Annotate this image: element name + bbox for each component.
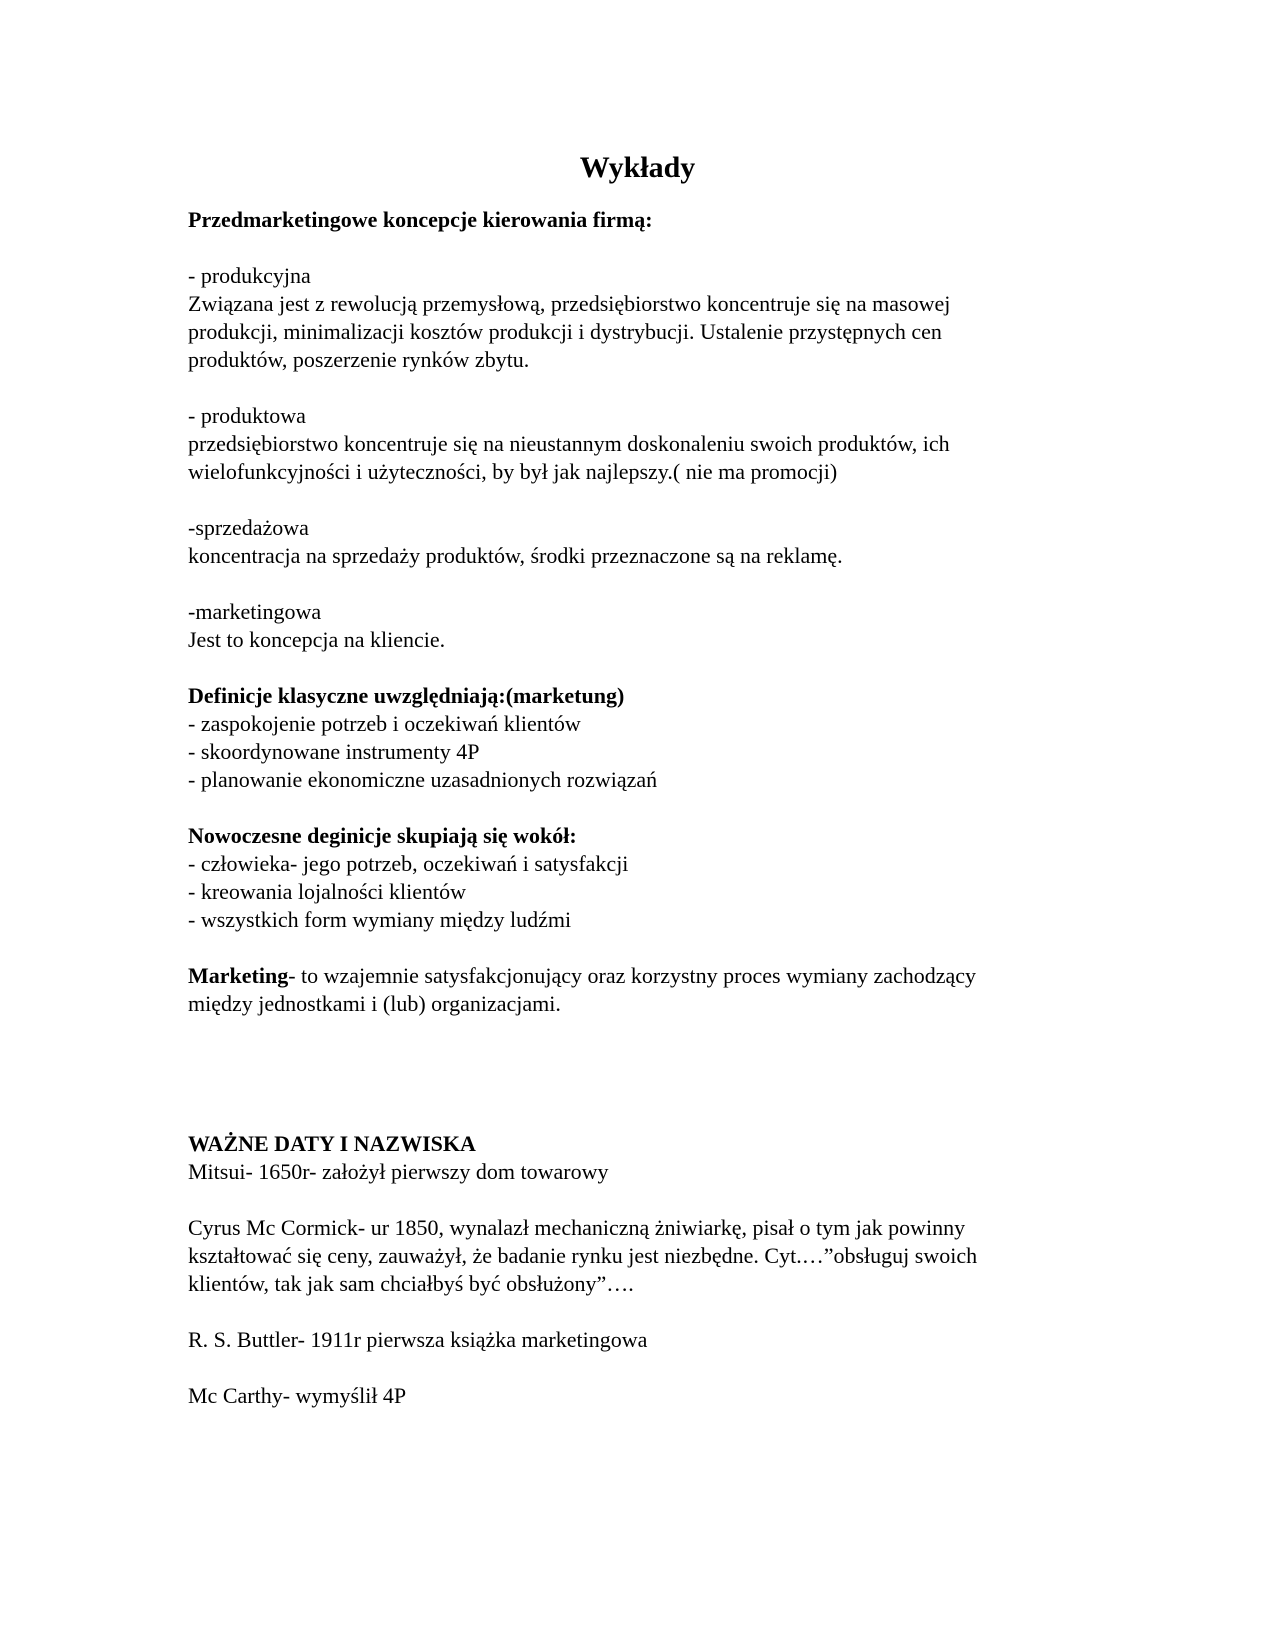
paragraph-line: produkcji, minimalizacji kosztów produkcji i dystrybucji. Ustalenie przystępnych cen — [188, 319, 942, 344]
marketing-definition-text: - to wzajemnie satysfakcjonujący oraz korzystny proces wymiany zachodzący — [288, 963, 977, 988]
entry-mitsui: Mitsui- 1650r- założył pierwszy dom towarowy — [188, 1159, 609, 1184]
list-item: - zaspokojenie potrzeb i oczekiwań klientów — [188, 711, 581, 736]
paragraph-line: koncentracja na sprzedaży produktów, środki przeznaczone są na reklamę. — [188, 543, 843, 568]
entry-carthy: Mc Carthy- wymyślił 4P — [188, 1383, 407, 1408]
list-item: - skoordynowane instrumenty 4P — [188, 739, 480, 764]
paragraph-line: produktów, poszerzenie rynków zbytu. — [188, 347, 530, 372]
concept-label-produktowa: - produktowa — [188, 403, 306, 428]
marketing-definition-line — [188, 962, 976, 990]
document-title: Wykłady — [579, 151, 696, 184]
concept-label-marketingowa: -marketingowa — [188, 599, 322, 624]
paragraph-line: Jest to koncepcja na kliencie. — [188, 627, 446, 652]
list-item: - planowanie ekonomiczne uzasadnionych rozwiązań — [188, 767, 658, 792]
section-heading-classic-definitions: Definicje klasyczne uwzględniają:(marketung) — [188, 683, 625, 708]
paragraph-line: wielofunkcyjności i użyteczności, by był jak najlepszy.( nie ma promocji) — [188, 459, 838, 484]
paragraph-line: przedsiębiorstwo koncentruje się na nieustannym doskonaleniu swoich produktów, ich — [188, 431, 950, 456]
concept-label-sprzedazowa: -sprzedażowa — [188, 515, 309, 540]
entry-cormick-line: klientów, tak jak sam chciałbyś być obsłużony”…. — [188, 1271, 634, 1296]
section-heading-modern-definitions: Nowoczesne deginicje skupiają się wokół: — [188, 823, 577, 848]
entry-cormick-line: kształtować się ceny, zauważył, że badanie rynku jest niezbędne. Cyt.…”obsługuj swoich — [188, 1243, 978, 1268]
paragraph-line: między jednostkami i (lub) organizacjami. — [188, 991, 561, 1016]
section-heading-dates-names: WAŻNE DATY I NAZWISKA — [188, 1131, 476, 1156]
list-item: - wszystkich form wymiany między ludźmi — [188, 907, 572, 932]
paragraph-line: Związana jest z rewolucją przemysłową, przedsiębiorstwo koncentruje się na masowej — [188, 291, 951, 316]
entry-cormick-line: Cyrus Mc Cormick- ur 1850, wynalazł mechaniczną żniwiarkę, pisał o tym jak powinny — [188, 1215, 966, 1240]
section-heading-premarketing: Przedmarketingowe koncepcje kierowania firmą: — [188, 207, 653, 232]
entry-buttler: R. S. Buttler- 1911r pierwsza książka marketingowa — [188, 1327, 648, 1352]
concept-label-produkcyjna: - produkcyjna — [188, 263, 311, 288]
list-item: - człowieka- jego potrzeb, oczekiwań i satysfakcji — [188, 851, 629, 876]
marketing-term: Marketing — [188, 963, 289, 988]
list-item: - kreowania lojalności klientów — [188, 879, 466, 904]
